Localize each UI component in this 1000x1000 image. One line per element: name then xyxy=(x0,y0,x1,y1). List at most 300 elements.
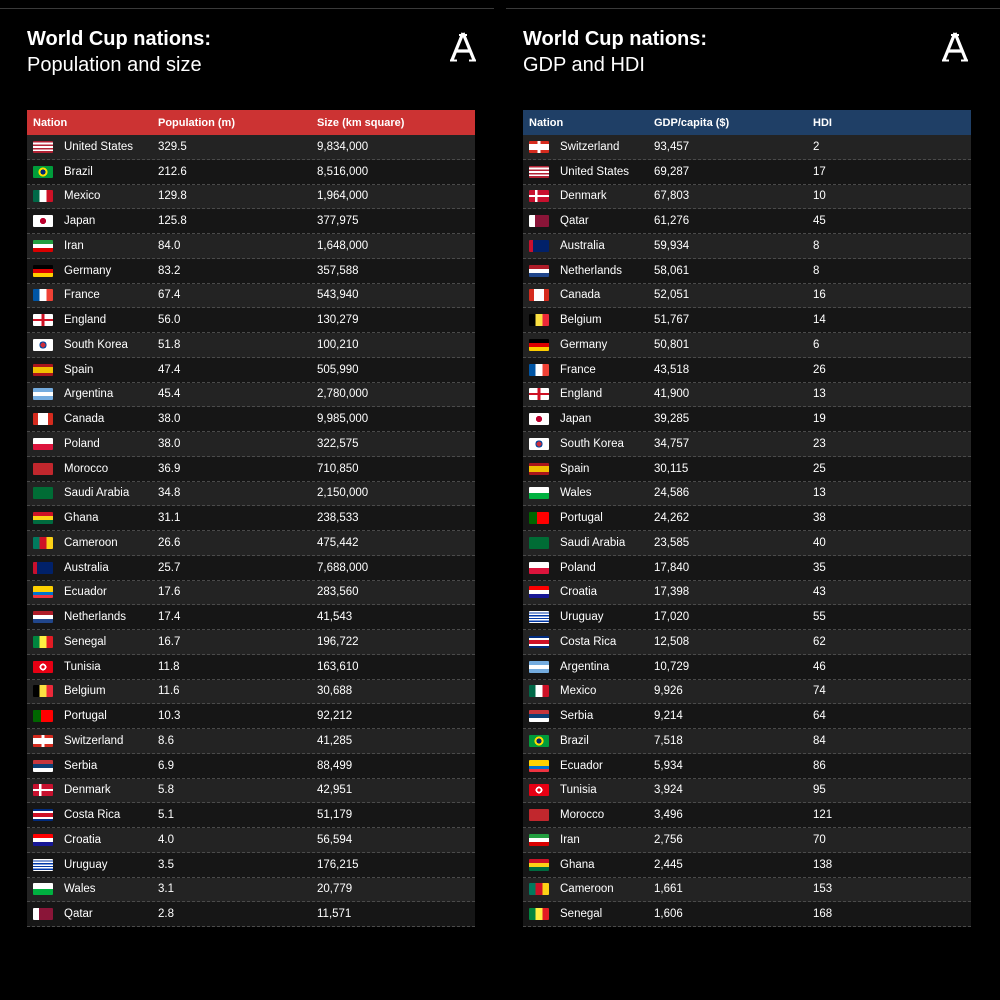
be-flag-icon xyxy=(33,685,53,697)
nation-cell xyxy=(27,834,158,846)
population-cell: 5.8 xyxy=(158,784,174,797)
table-row xyxy=(27,828,475,853)
nation-name: Cameroon xyxy=(560,883,614,896)
nation-name: Ecuador xyxy=(560,759,603,772)
ch-flag-icon xyxy=(529,141,549,153)
table-row xyxy=(27,482,475,507)
nation-name: Morocco xyxy=(64,462,109,475)
nation-name: Morocco xyxy=(560,809,605,822)
table-row xyxy=(523,779,971,804)
table-body xyxy=(523,135,971,927)
nation-cell xyxy=(523,611,654,623)
table-row xyxy=(523,655,971,680)
ir-flag-icon xyxy=(529,834,549,846)
pl-flag-icon xyxy=(529,562,549,574)
nation-name: Mexico xyxy=(64,190,101,203)
gdp-cell: 17,840 xyxy=(654,561,690,574)
size-cell: 8,516,000 xyxy=(317,165,369,178)
population-cell: 38.0 xyxy=(158,437,181,450)
population-cell: 6.9 xyxy=(158,759,174,772)
gdp-cell: 93,457 xyxy=(654,140,690,153)
en-flag-icon xyxy=(529,388,549,400)
table-row xyxy=(523,185,971,210)
table-header xyxy=(27,110,475,135)
cm-flag-icon xyxy=(33,537,53,549)
hdi-cell: 46 xyxy=(813,660,826,673)
nation-name: Mexico xyxy=(560,685,597,698)
population-cell: 25.7 xyxy=(158,561,181,574)
table-row xyxy=(523,234,971,259)
nation-name: Australia xyxy=(64,561,109,574)
hdi-cell: 14 xyxy=(813,314,826,327)
population-cell: 34.8 xyxy=(158,487,181,500)
athletic-logo-icon xyxy=(449,32,477,62)
population-cell: 8.6 xyxy=(158,734,174,747)
hdi-cell: 16 xyxy=(813,289,826,302)
jp-flag-icon xyxy=(33,215,53,227)
nation-cell xyxy=(27,710,158,722)
size-cell: 1,648,000 xyxy=(317,239,369,252)
de-flag-icon xyxy=(33,265,53,277)
table-row xyxy=(27,779,475,804)
table-row xyxy=(27,457,475,482)
table-row xyxy=(27,383,475,408)
gdp-cell: 17,020 xyxy=(654,611,690,624)
size-cell: 2,150,000 xyxy=(317,487,369,500)
size-cell: 322,575 xyxy=(317,437,359,450)
nation-name: Ecuador xyxy=(64,586,107,599)
hdi-cell: 2 xyxy=(813,140,820,153)
cr-flag-icon xyxy=(33,809,53,821)
nation-name: Brazil xyxy=(560,734,589,747)
nation-name: United States xyxy=(560,165,630,178)
athletic-logo-icon xyxy=(941,32,969,62)
nation-cell xyxy=(523,438,654,450)
table-row xyxy=(523,531,971,556)
br-flag-icon xyxy=(529,735,549,747)
nation-cell xyxy=(523,265,654,277)
nation-cell xyxy=(523,636,654,648)
ca-flag-icon xyxy=(33,413,53,425)
nation-cell xyxy=(27,215,158,227)
gdp-cell: 39,285 xyxy=(654,413,690,426)
table-row xyxy=(523,333,971,358)
es-flag-icon xyxy=(529,463,549,475)
gdp-cell: 34,757 xyxy=(654,437,690,450)
population-cell: 2.8 xyxy=(158,908,174,921)
nation-name: England xyxy=(64,314,107,327)
gdp-cell: 69,287 xyxy=(654,165,690,178)
hdi-cell: 121 xyxy=(813,809,833,822)
population-cell: 17.4 xyxy=(158,611,181,624)
table-row xyxy=(27,234,475,259)
col-size-header: Size (km square) xyxy=(317,116,405,129)
nation-cell xyxy=(27,586,158,598)
table-row xyxy=(27,185,475,210)
table-row xyxy=(523,432,971,457)
size-cell: 163,610 xyxy=(317,660,359,673)
nation-cell xyxy=(27,339,158,351)
sa-flag-icon xyxy=(33,487,53,499)
table-row xyxy=(523,902,971,927)
nation-cell xyxy=(27,661,158,673)
qa-flag-icon xyxy=(33,908,53,920)
tn-flag-icon xyxy=(529,784,549,796)
nation-cell xyxy=(27,685,158,697)
nation-name: South Korea xyxy=(560,437,624,450)
hdi-cell: 17 xyxy=(813,165,826,178)
nation-cell xyxy=(523,859,654,871)
size-cell: 505,990 xyxy=(317,363,359,376)
nation-name: Croatia xyxy=(560,586,598,599)
nation-cell xyxy=(523,413,654,425)
nation-cell xyxy=(523,190,654,202)
ir-flag-icon xyxy=(33,240,53,252)
nation-name: Netherlands xyxy=(560,264,623,277)
population-cell: 212.6 xyxy=(158,165,187,178)
title-subtitle: Population and size xyxy=(27,54,202,76)
population-table xyxy=(27,110,475,927)
hdi-cell: 43 xyxy=(813,586,826,599)
table-row xyxy=(523,605,971,630)
nation-cell xyxy=(523,314,654,326)
population-cell: 26.6 xyxy=(158,536,181,549)
nation-cell xyxy=(27,908,158,920)
table-row xyxy=(27,259,475,284)
gdp-cell: 67,803 xyxy=(654,190,690,203)
nation-cell xyxy=(523,735,654,747)
gdp-cell: 61,276 xyxy=(654,215,690,228)
nation-name: France xyxy=(560,363,596,376)
population-cell: 125.8 xyxy=(158,215,187,228)
hdi-cell: 62 xyxy=(813,635,826,648)
nation-name: Costa Rica xyxy=(64,809,121,822)
nation-cell xyxy=(523,537,654,549)
table-row xyxy=(27,878,475,903)
nation-cell xyxy=(523,883,654,895)
nation-name: Cameroon xyxy=(64,536,118,549)
table-row xyxy=(27,407,475,432)
nation-name: Serbia xyxy=(64,759,98,772)
table-row xyxy=(523,704,971,729)
nation-cell xyxy=(27,141,158,153)
table-row xyxy=(27,630,475,655)
gdp-cell: 50,801 xyxy=(654,338,690,351)
nation-cell xyxy=(27,364,158,376)
population-cell: 329.5 xyxy=(158,140,187,153)
table-row xyxy=(27,754,475,779)
hdi-cell: 153 xyxy=(813,883,833,896)
table-row xyxy=(27,160,475,185)
population-cell: 51.8 xyxy=(158,338,181,351)
nation-name: Australia xyxy=(560,239,605,252)
nation-cell xyxy=(523,834,654,846)
nation-name: Portugal xyxy=(560,512,603,525)
size-cell: 475,442 xyxy=(317,536,359,549)
nation-cell xyxy=(523,562,654,574)
title-bold: World Cup nations: xyxy=(523,28,708,50)
cm-flag-icon xyxy=(529,883,549,895)
table-row xyxy=(523,160,971,185)
size-cell: 238,533 xyxy=(317,512,359,525)
population-cell: 3.5 xyxy=(158,858,174,871)
nation-name: Netherlands xyxy=(64,611,127,624)
nation-name: Belgium xyxy=(560,314,602,327)
pt-flag-icon xyxy=(33,710,53,722)
nation-name: Senegal xyxy=(560,908,603,921)
be-flag-icon xyxy=(529,314,549,326)
table-row xyxy=(27,531,475,556)
hdi-cell: 8 xyxy=(813,239,820,252)
size-cell: 130,279 xyxy=(317,314,359,327)
population-cell: 38.0 xyxy=(158,413,181,426)
tn-flag-icon xyxy=(33,661,53,673)
col-nation-header: Nation xyxy=(33,116,68,129)
nation-cell xyxy=(523,388,654,400)
population-cell: 45.4 xyxy=(158,388,181,401)
size-cell: 41,285 xyxy=(317,734,353,747)
nation-name: Canada xyxy=(64,413,105,426)
table-row xyxy=(523,135,971,160)
hdi-cell: 6 xyxy=(813,338,820,351)
nation-cell xyxy=(27,190,158,202)
gdp-cell: 2,756 xyxy=(654,833,683,846)
size-cell: 710,850 xyxy=(317,462,359,475)
gdp-cell: 51,767 xyxy=(654,314,690,327)
nation-name: Japan xyxy=(64,215,96,228)
gdp-cell: 24,262 xyxy=(654,512,690,525)
sn-flag-icon xyxy=(33,636,53,648)
nation-cell xyxy=(523,463,654,475)
nation-cell xyxy=(523,166,654,178)
gdp-cell: 24,586 xyxy=(654,487,690,500)
nation-name: Germany xyxy=(560,338,608,351)
table-row xyxy=(523,581,971,606)
population-panel xyxy=(27,0,487,1000)
size-cell: 11,571 xyxy=(317,908,352,921)
population-cell: 56.0 xyxy=(158,314,181,327)
nation-name: Qatar xyxy=(560,215,589,228)
kr-flag-icon xyxy=(529,438,549,450)
table-row xyxy=(27,358,475,383)
size-cell: 9,834,000 xyxy=(317,140,369,153)
size-cell: 543,940 xyxy=(317,289,359,302)
nation-cell xyxy=(523,710,654,722)
ma-flag-icon xyxy=(529,809,549,821)
nation-cell xyxy=(523,141,654,153)
hdi-cell: 84 xyxy=(813,734,826,747)
table-body xyxy=(27,135,475,927)
table-row xyxy=(523,556,971,581)
title-subtitle: GDP and HDI xyxy=(523,54,645,76)
gdp-cell: 23,585 xyxy=(654,536,690,549)
gdp-cell: 1,606 xyxy=(654,908,683,921)
gdp-cell: 58,061 xyxy=(654,264,690,277)
size-cell: 9,985,000 xyxy=(317,413,369,426)
uy-flag-icon xyxy=(33,859,53,871)
es-flag-icon xyxy=(33,364,53,376)
us-flag-icon xyxy=(33,141,53,153)
nl-flag-icon xyxy=(529,265,549,277)
wl-flag-icon xyxy=(529,487,549,499)
size-cell: 20,779 xyxy=(317,883,353,896)
col-gdp-header: GDP/capita ($) xyxy=(654,116,730,129)
mx-flag-icon xyxy=(33,190,53,202)
gh-flag-icon xyxy=(529,859,549,871)
nation-name: Tunisia xyxy=(64,660,101,673)
nation-name: Saudi Arabia xyxy=(64,487,130,500)
table-row xyxy=(27,704,475,729)
population-cell: 10.3 xyxy=(158,710,181,723)
size-cell: 56,594 xyxy=(317,833,353,846)
nation-name: Croatia xyxy=(64,833,102,846)
hdi-cell: 23 xyxy=(813,437,826,450)
nation-cell xyxy=(523,487,654,499)
gdp-cell: 9,214 xyxy=(654,710,683,723)
table-row xyxy=(523,803,971,828)
nation-cell xyxy=(523,339,654,351)
nation-name: Denmark xyxy=(64,784,111,797)
hr-flag-icon xyxy=(33,834,53,846)
nation-cell xyxy=(523,784,654,796)
nation-name: South Korea xyxy=(64,338,128,351)
de-flag-icon xyxy=(529,339,549,351)
table-row xyxy=(523,506,971,531)
fr-flag-icon xyxy=(529,364,549,376)
title-bold: World Cup nations: xyxy=(27,28,212,50)
nation-name: Wales xyxy=(64,883,96,896)
size-cell: 377,975 xyxy=(317,215,359,228)
nation-cell xyxy=(27,166,158,178)
table-row xyxy=(27,581,475,606)
nation-name: United States xyxy=(64,140,134,153)
size-cell: 357,588 xyxy=(317,264,359,277)
table-row xyxy=(523,308,971,333)
table-row xyxy=(27,284,475,309)
nation-name: Iran xyxy=(560,833,580,846)
nation-cell xyxy=(27,562,158,574)
hdi-cell: 168 xyxy=(813,908,833,921)
population-cell: 11.8 xyxy=(158,660,180,673)
nation-name: Japan xyxy=(560,413,592,426)
population-cell: 47.4 xyxy=(158,363,181,376)
nation-cell xyxy=(27,265,158,277)
population-cell: 129.8 xyxy=(158,190,187,203)
table-row xyxy=(27,506,475,531)
nation-name: France xyxy=(64,289,100,302)
table-row xyxy=(27,556,475,581)
size-cell: 42,951 xyxy=(317,784,353,797)
gdp-cell: 7,518 xyxy=(654,734,683,747)
gdp-cell: 41,900 xyxy=(654,388,690,401)
table-row xyxy=(523,680,971,705)
nation-name: Switzerland xyxy=(64,734,124,747)
size-cell: 88,499 xyxy=(317,759,353,772)
nation-cell xyxy=(27,859,158,871)
ma-flag-icon xyxy=(33,463,53,475)
nation-name: Uruguay xyxy=(64,858,108,871)
table-row xyxy=(27,803,475,828)
gdp-cell: 17,398 xyxy=(654,586,690,599)
gdp-cell: 1,661 xyxy=(654,883,683,896)
table-row xyxy=(27,209,475,234)
kr-flag-icon xyxy=(33,339,53,351)
nation-cell xyxy=(523,289,654,301)
size-cell: 176,215 xyxy=(317,858,359,871)
ca-flag-icon xyxy=(529,289,549,301)
cr-flag-icon xyxy=(529,636,549,648)
gdp-cell: 3,496 xyxy=(654,809,683,822)
table-row xyxy=(27,135,475,160)
gdp-table xyxy=(523,110,971,927)
col-population-header: Population (m) xyxy=(158,116,235,129)
gdp-cell: 9,926 xyxy=(654,685,683,698)
size-cell: 92,212 xyxy=(317,710,353,723)
uy-flag-icon xyxy=(529,611,549,623)
hdi-cell: 70 xyxy=(813,833,826,846)
nation-cell xyxy=(27,240,158,252)
nation-name: Wales xyxy=(560,487,592,500)
table-row xyxy=(523,482,971,507)
rs-flag-icon xyxy=(33,760,53,772)
table-row xyxy=(27,333,475,358)
size-cell: 1,964,000 xyxy=(317,190,369,203)
nation-name: Spain xyxy=(64,363,94,376)
nation-name: England xyxy=(560,388,603,401)
population-cell: 83.2 xyxy=(158,264,181,277)
hdi-cell: 25 xyxy=(813,462,826,475)
hdi-cell: 13 xyxy=(813,388,826,401)
hdi-cell: 74 xyxy=(813,685,826,698)
nation-cell xyxy=(27,512,158,524)
nation-name: Ghana xyxy=(560,858,595,871)
table-row xyxy=(27,729,475,754)
nation-name: Uruguay xyxy=(560,611,604,624)
hdi-cell: 13 xyxy=(813,487,826,500)
hdi-cell: 19 xyxy=(813,413,826,426)
us-flag-icon xyxy=(529,166,549,178)
population-cell: 67.4 xyxy=(158,289,181,302)
mx-flag-icon xyxy=(529,685,549,697)
nation-cell xyxy=(27,413,158,425)
gdp-cell: 3,924 xyxy=(654,784,683,797)
hdi-cell: 55 xyxy=(813,611,826,624)
population-cell: 17.6 xyxy=(158,586,181,599)
nation-name: Argentina xyxy=(64,388,114,401)
wl-flag-icon xyxy=(33,883,53,895)
nation-name: Argentina xyxy=(560,660,610,673)
gdp-panel xyxy=(523,0,983,1000)
nation-name: Qatar xyxy=(64,908,93,921)
population-cell: 11.6 xyxy=(158,685,180,698)
size-cell: 2,780,000 xyxy=(317,388,369,401)
sn-flag-icon xyxy=(529,908,549,920)
table-row xyxy=(523,259,971,284)
population-cell: 84.0 xyxy=(158,239,181,252)
nation-name: Saudi Arabia xyxy=(560,536,626,549)
table-row xyxy=(523,828,971,853)
nation-name: Switzerland xyxy=(560,140,620,153)
table-row xyxy=(27,655,475,680)
au-flag-icon xyxy=(529,240,549,252)
hr-flag-icon xyxy=(529,586,549,598)
nation-cell xyxy=(27,611,158,623)
table-header xyxy=(523,110,971,135)
rs-flag-icon xyxy=(529,710,549,722)
nation-name: Germany xyxy=(64,264,112,277)
hdi-cell: 64 xyxy=(813,710,826,723)
sa-flag-icon xyxy=(529,537,549,549)
